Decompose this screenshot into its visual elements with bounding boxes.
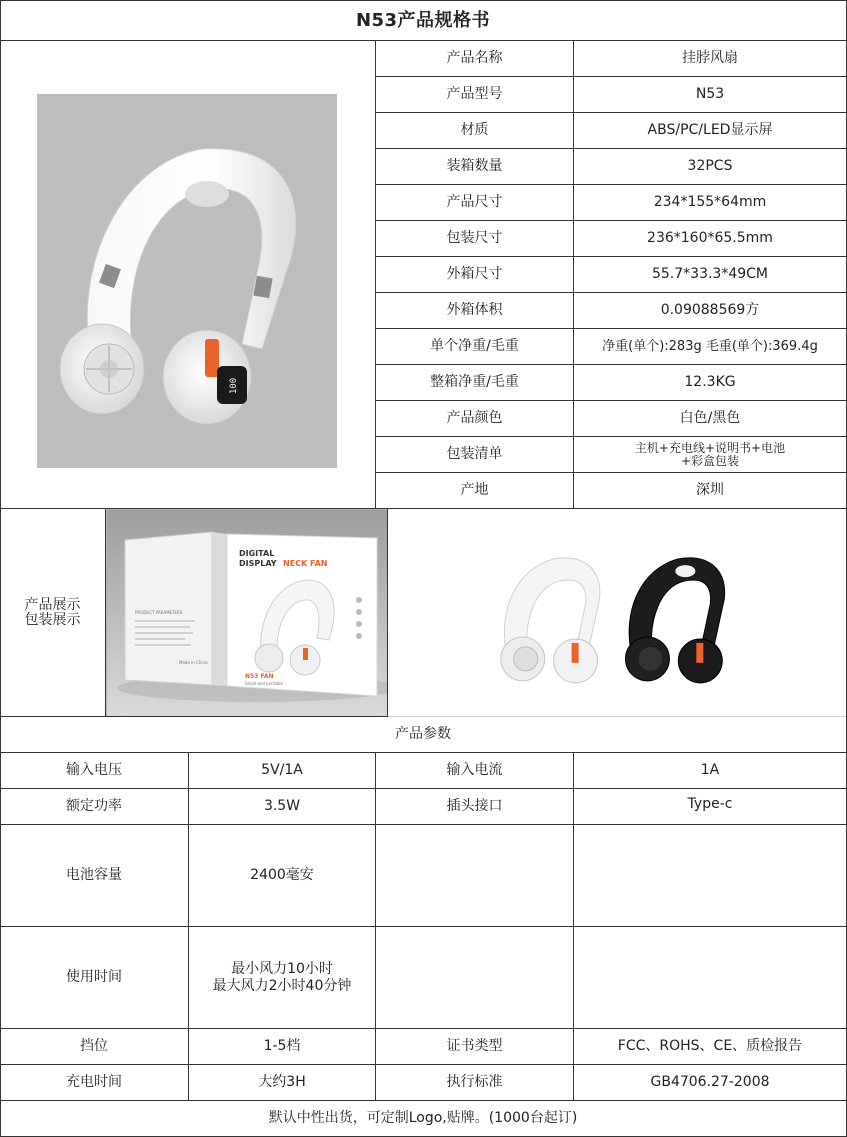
usage-value: 最小风力10小时 最大风力2小时40分钟 [189,927,376,1029]
empty-cell [574,927,847,1029]
spec-label: 装箱数量 [376,149,574,185]
spec-value: 白色/黑色 [574,401,847,437]
empty-cell [376,927,574,1029]
box-params-text: PRODUCT PARAMETERS [134,609,182,615]
box-sub-text: Small and portable [244,680,283,686]
current-label: 输入电流 [376,753,574,789]
footer-note: 默认中性出货，可定制Logo,贴牌。(1000台起订) [0,1101,847,1137]
power-value: 3.5W [189,789,376,825]
box-accent-text: NECK FAN [282,558,327,568]
spec-value: 55.7*33.3*49CM [574,257,847,293]
spec-value: 0.09088569方 [574,293,847,329]
spec-label: 产品颜色 [376,401,574,437]
spec-label: 产地 [376,473,574,509]
port-value: Type-c [574,789,847,825]
spec-label: 单个净重/毛重 [376,329,574,365]
params-header: 产品参数 [0,717,847,753]
spec-label: 外箱体积 [376,293,574,329]
box-model-text: N53 FAN [244,672,274,680]
spec-value: 12.3KG [574,365,847,401]
box-line1-text: DIGITAL [238,548,274,558]
spec-label: 外箱尺寸 [376,257,574,293]
current-value: 1A [574,753,847,789]
color-variants-photo-cell [388,509,847,717]
power-label: 额定功率 [0,789,189,825]
spec-value: 236*160*65.5mm [574,221,847,257]
empty-cell [376,825,574,927]
gear-label: 挡位 [0,1029,189,1065]
empty-cell [574,825,847,927]
spec-label: 产品尺寸 [376,185,574,221]
gear-value: 1-5档 [189,1029,376,1065]
product-photo [37,94,337,468]
color-variants-photo [388,509,846,717]
packaging-photo-cell [106,509,388,717]
box-line2-text: DISPLAY [238,558,277,568]
charge-label: 充电时间 [0,1065,189,1101]
packaging-photo [107,510,387,716]
sheet-title: N53产品规格书 [0,0,847,41]
charge-value: 大约3H [189,1065,376,1101]
standard-label: 执行标准 [376,1065,574,1101]
spec-value: 234*155*64mm [574,185,847,221]
spec-label: 产品名称 [376,41,574,77]
battery-value: 2400毫安 [189,825,376,927]
fan-display-text: 100 [229,377,239,395]
cert-value: FCC、ROHS、CE、质检报告 [574,1029,847,1065]
voltage-value: 5V/1A [189,753,376,789]
spec-label: 包装尺寸 [376,221,574,257]
product-photo-cell [0,41,376,509]
showcase-label: 产品展示 包装展示 [0,509,106,717]
spec-value: 挂脖风扇 [574,41,847,77]
box-made-text: Made in China [178,659,208,665]
spec-label: 整箱净重/毛重 [376,365,574,401]
spec-value: 深圳 [574,473,847,509]
battery-label: 电池容量 [0,825,189,927]
spec-value: 32PCS [574,149,847,185]
voltage-label: 输入电压 [0,753,189,789]
cert-label: 证书类型 [376,1029,574,1065]
spec-label: 产品型号 [376,77,574,113]
spec-label: 材质 [376,113,574,149]
spec-value: 净重(单个):283g 毛重(单个):369.4g [574,329,847,365]
standard-value: GB4706.27-2008 [574,1065,847,1101]
port-label: 插头接口 [376,789,574,825]
usage-label: 使用时间 [0,927,189,1029]
spec-value: ABS/PC/LED显示屏 [574,113,847,149]
spec-label: 包装清单 [376,437,574,473]
spec-value: N53 [574,77,847,113]
spec-value: 主机+充电线+说明书+电池 +彩盒包装 [574,437,847,473]
